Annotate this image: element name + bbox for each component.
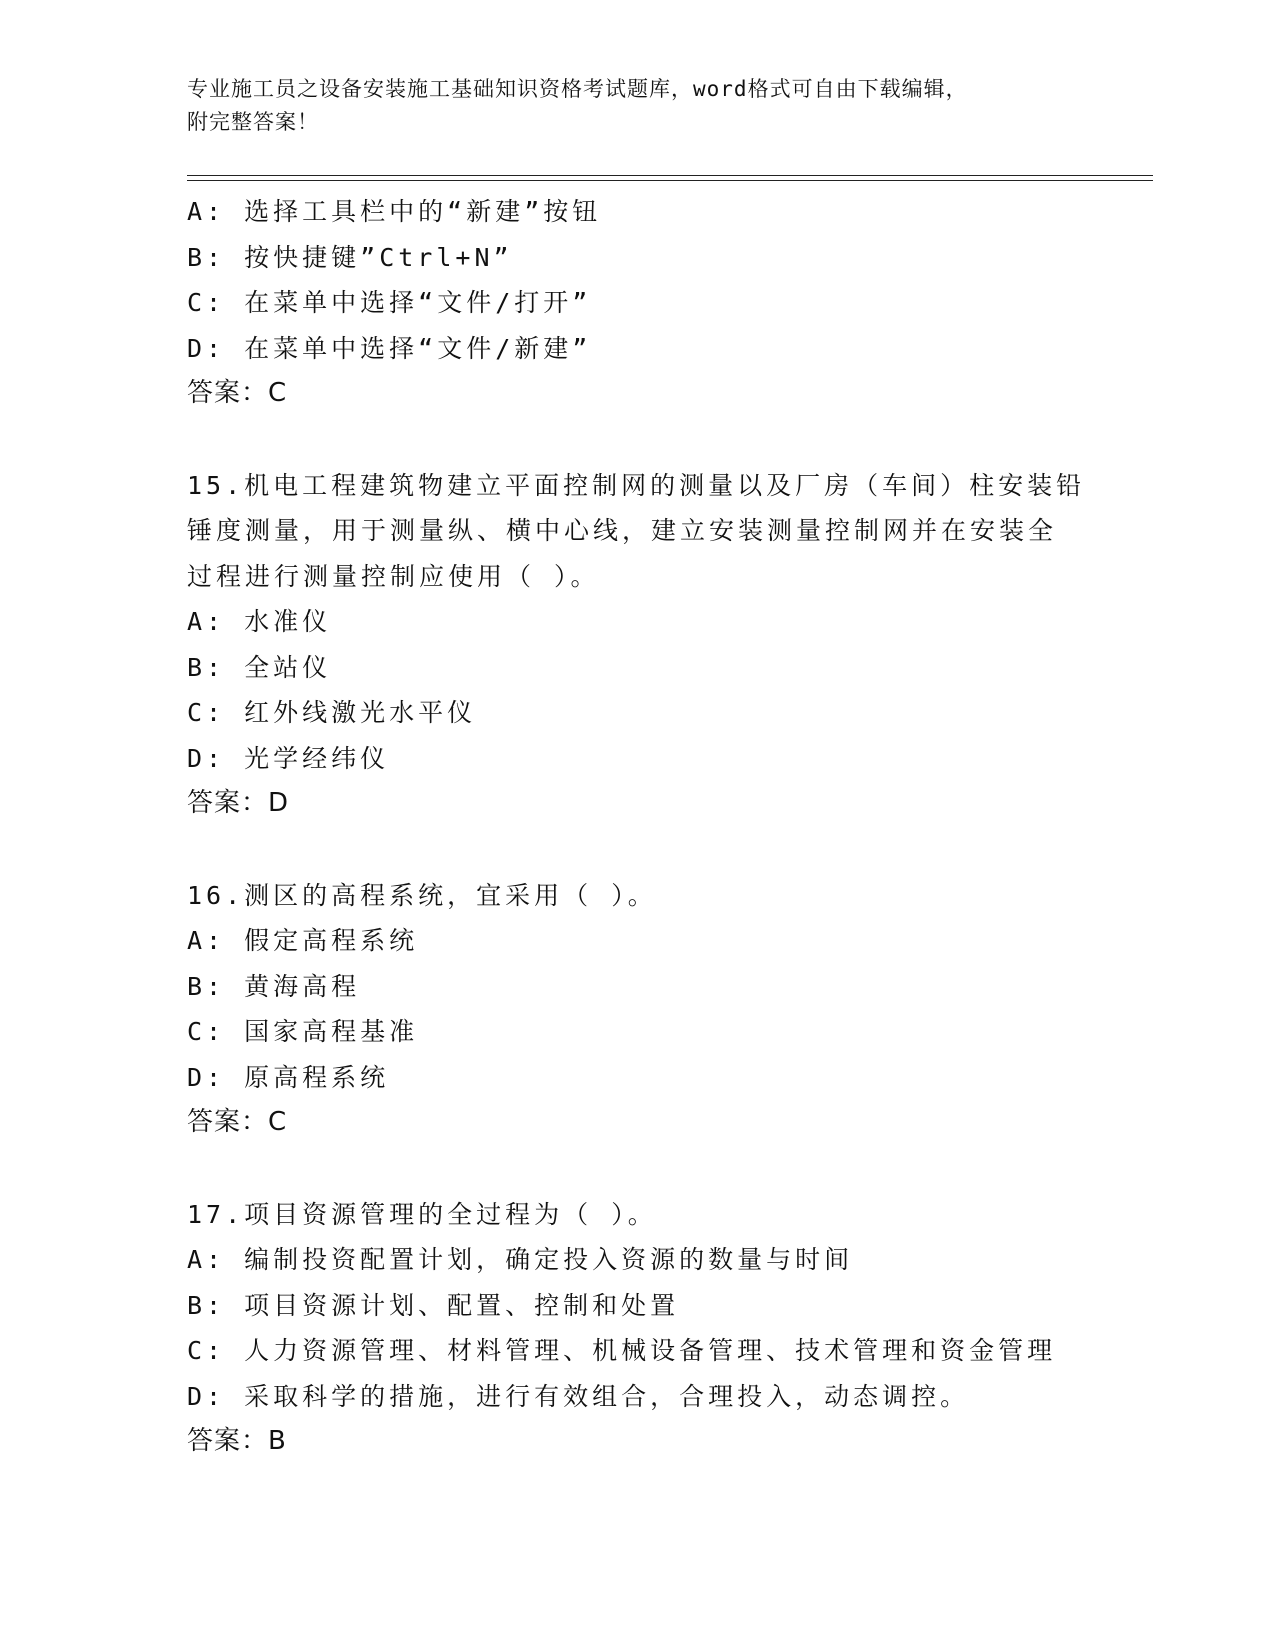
answer-line: 答案：C (187, 378, 288, 408)
question-stem-line-1: 16.测区的高程系统，宜采用（ ）。 (187, 880, 657, 910)
option-b: B: 项目资源计划、配置、控制和处置 (187, 1290, 680, 1320)
answer-line: 答案：D (187, 788, 290, 818)
option-c: C: 在菜单中选择“文件/打开” (187, 288, 592, 317)
answer-line: 答案：C (187, 1107, 288, 1137)
answer-line: 答案：B (187, 1426, 287, 1456)
question-block-15 (187, 463, 1087, 827)
option-b: B: 全站仪 (187, 652, 332, 682)
option-a: A: 编制投资配置计划，确定投入资源的数量与时间 (187, 1245, 854, 1274)
spacer (187, 827, 1087, 873)
question-stem-line-1: 17.项目资源管理的全过程为（ ）。 (187, 1199, 657, 1229)
option-a: A: 选择工具栏中的“新建”按钮 (187, 197, 602, 226)
option-c: C: 国家高程基准 (187, 1017, 419, 1046)
header-divider-top (187, 175, 1153, 176)
question-stem-line-2: 锤度测量，用于测量纵、横中心线，建立安装测量控制网并在安装全 (187, 516, 1058, 545)
option-c: C: 红外线激光水平仪 (187, 698, 477, 727)
option-c: C: 人力资源管理、材料管理、机械设备管理、技术管理和资金管理 (187, 1336, 1057, 1365)
option-b: B: 黄海高程 (187, 971, 361, 1001)
document-header (187, 73, 1087, 139)
spacer (187, 417, 1087, 463)
header-line-1: 专业施工员之设备安装施工基础知识资格考试题库，word格式可自由下载编辑， (187, 77, 968, 101)
question-list (187, 189, 1087, 1465)
option-a: A: 水准仪 (187, 607, 332, 636)
option-b: B: 按快捷键”Ctrl+N” (187, 242, 513, 272)
question-stem-line-3: 过程进行测量控制应使用（ ）。 (187, 561, 600, 591)
option-d: D: 光学经纬仪 (187, 743, 390, 773)
question-block-17 (187, 1192, 1087, 1465)
option-d: D: 采取科学的措施，进行有效组合，合理投入，动态调控。 (187, 1381, 970, 1411)
question-stem-line-1: 15.机电工程建筑物建立平面控制网的测量以及厂房（车间）柱安装铅 (187, 470, 1086, 500)
option-d: D: 在菜单中选择“文件/新建” (187, 333, 592, 363)
question-block-16 (187, 873, 1087, 1146)
header-line-2: 附完整答案！ (187, 110, 319, 134)
spacer (187, 1146, 1087, 1192)
option-a: A: 假定高程系统 (187, 926, 419, 955)
option-d: D: 原高程系统 (187, 1062, 390, 1092)
header-divider-bottom (187, 180, 1153, 181)
question-block-14 (187, 189, 1087, 417)
